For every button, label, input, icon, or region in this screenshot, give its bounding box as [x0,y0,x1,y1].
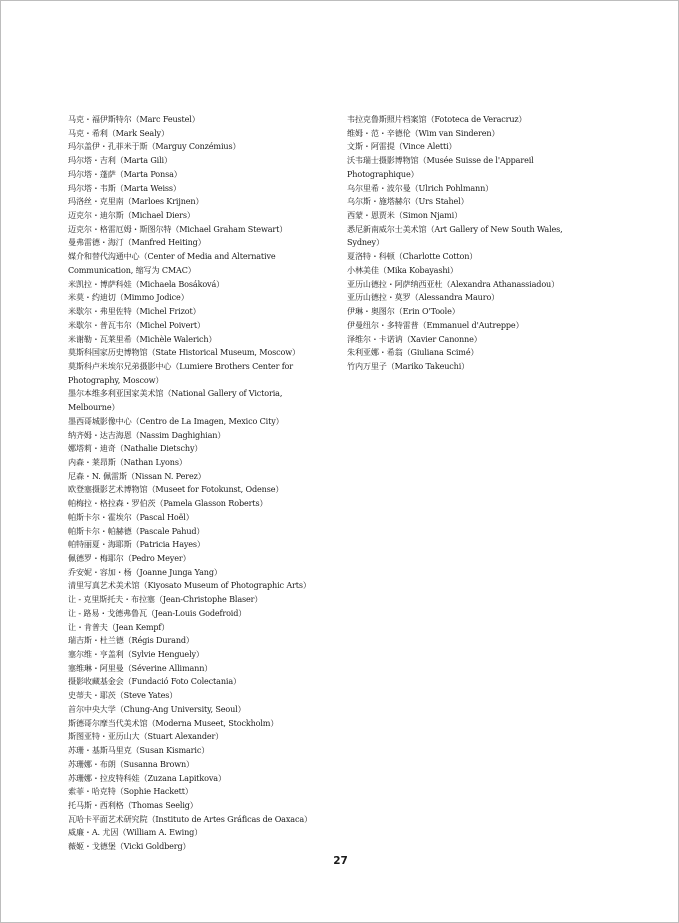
list-item: 帕特丽夏・海耶斯（Patricia Hayes） [68,539,205,550]
list-item: 米歇尔・普瓦韦尔（Michel Poivert） [68,319,205,330]
list-item: 迈克尔・格雷厄姆・斯图尔特（Michael Graham Stewart） [68,223,288,234]
list-item: 苏珊娜・布朗（Susanna Brown） [68,758,194,769]
list-item: 威廉・A. 尤因（William A. Ewing） [68,827,203,838]
list-item: 夏洛特・科顿（Charlotte Cotton） [347,251,478,262]
list-item: 斯德哥尔摩当代美术馆（Moderna Museet, Stockholm） [68,717,279,728]
list-item: 内森・莱昂斯（Nathan Lyons） [68,456,187,467]
list-item: 帕斯卡尔・霍埃尔（Pascal Hoël） [68,511,194,522]
list-item: 莫斯科卢米埃尔兄弟摄影中心（Lumiere Brothers Center for Photography, Moscow） [68,360,293,385]
list-item: 欧登塞摄影艺术博物馆（Museet for Fotokunst, Odense） [68,484,284,495]
list-item: 墨西哥城影像中心（Centro de La Imagen, Mexico City） [68,415,284,426]
list-item: 清里写真艺术美术馆（Kiyosato Museum of Photographic Arts） [68,580,311,591]
list-item: 泽维尔・卡诺讷（Xavier Canonne） [347,333,482,344]
list-item: 薇姬・戈德堡（Vicki Goldberg） [68,841,191,852]
list-item: 瓦哈卡平面艺术研究院（Instituto de Artes Gráficas de Oaxaca） [68,813,312,824]
page-number: 27 [333,855,348,867]
list-item: 沃韦瑞士摄影博物馆（Musée Suisse de l'Appareil Photographique） [347,155,534,179]
list-item: 塞维琳・阿里曼（Séverine Allimann） [68,662,213,673]
list-item: 小林美佳（Mika Kobayashi） [347,264,458,275]
list-item: 米莫・约迪切（Mimmo Jodice） [68,292,189,303]
list-item: 让 - 克里斯托夫・布拉塞（Jean-Christophe Blaser） [68,594,263,605]
list-item: 文斯・阿雷提（Vince Aletti） [347,141,457,152]
list-item: 韦拉克鲁斯照片档案馆（Fototeca de Veracruz） [347,114,527,124]
list-item: 索菲・哈克特（Sophie Hackett） [68,786,193,797]
list-item: 马克・希利（Mark Sealy） [68,127,169,138]
list-item: 米凯拉・博萨科娃（Michaela Bosáková） [68,278,225,289]
list-item: 媒介和替代沟通中心（Center of Media and Alternative Communication, 缩写为 CMAC） [68,251,276,275]
list-item: 莫斯科国家历史博物馆（State Historical Museum, Moscow） [68,347,300,358]
list-item: 米歇尔・弗里佐特（Michel Frizot） [68,306,201,317]
list-item: 伊琳・奥图尔（Erin O'Toole） [347,306,460,317]
list-item: 塞尔维・亨盖利（Sylvie Henguely） [68,649,204,660]
list-item: 曼弗雷德・海汀（Manfred Heiting） [68,237,206,248]
list-item: 尼森・N. 佩雷斯（Nissan N. Perez） [68,470,206,481]
list-item: 马克・福伊斯特尔（Marc Feustel） [68,114,200,124]
list-item: 玛洛丝・克里南（Marloes Krijnen） [68,196,204,207]
list-item: 伊曼纽尔・多特雷普（Emmanuel d'Autreppe） [347,319,524,330]
list-item: 首尔中央大学（Chung-Ang University, Seoul） [68,703,246,714]
list-item: 托马斯・西利格（Thomas Seelig） [68,799,198,810]
list-item: 玛尔盖伊・孔菲米于斯（Marguy Conzémius） [68,141,241,152]
list-item: 玛尔塔・韦斯（Marta Weiss） [68,182,181,193]
list-item: 墨尔本维多利亚国家美术馆（National Gallery of Victoria, Melbourne） [68,388,283,413]
list-item: 乔安妮・容加・杨（Joanne Junga Yang） [68,566,222,577]
list-item: 朱利亚娜・希翁（Giuliana Scimé） [347,347,479,358]
list-item: 乌尔里希・波尔曼（Ulrich Pohlmann） [347,182,494,193]
list-item: 玛尔塔・蓬萨（Marta Ponsa） [68,168,182,179]
left-column-list [68,113,330,854]
list-item: 亚历山德拉・阿萨纳西亚杜（Alexandra Athanassiadou） [347,278,560,289]
list-item: 玛尔塔・吉利（Marta Gili） [68,155,172,166]
list-item: 让・肯普夫（Jean Kempf） [68,621,170,632]
list-item: 摄影收藏基金会（Fundació Foto Colectania） [68,676,241,687]
list-item: 苏珊娜・拉皮特科娃（Zuzana Lapitkova） [68,772,226,783]
list-item: 悉尼新南威尔士美术馆（Art Gallery of New South Wales, Sydney） [347,223,563,248]
list-item: 帕斯卡尔・帕赫德（Pascale Pahud） [68,525,205,536]
list-item: 斯图亚特・亚历山大（Stuart Alexander） [68,731,224,742]
list-item: 苏珊・基斯马里克（Susan Kismaric） [68,745,210,756]
list-item: 纳齐姆・达吉海恩（Nassim Daghighian） [68,429,226,440]
list-item: 乌尔斯・施塔赫尔（Urs Stahel） [347,196,469,207]
list-item: 瑞吉斯・杜兰德（Régis Durand） [68,635,194,646]
list-item: 竹内万里子（Mariko Takeuchi） [347,360,470,371]
list-item: 帕梅拉・格拉森・罗伯茨（Pamela Glasson Roberts） [68,498,268,509]
list-item: 维姆・范・辛德伦（Wim van Sinderen） [347,127,500,138]
list-item: 娜塔莉・迪奇（Nathalie Dietschy） [68,443,203,454]
list-item: 西蒙・恩贾米（Simon Njami） [347,210,463,221]
right-column-list [347,113,592,374]
list-item: 史蒂夫・耶茨（Steve Yates） [68,690,178,701]
list-item: 亚历山德拉・莫罗（Alessandra Mauro） [347,292,500,303]
list-item: 让 - 路易・戈德弗鲁瓦（Jean-Louis Godefroid） [68,607,247,618]
list-item: 迈克尔・迪尔斯（Michael Diers） [68,210,195,221]
list-item: 米谢勒・瓦莱里希（Michèle Walerich） [68,333,217,344]
list-item: 佩德罗・梅耶尔（Pedro Meyer） [68,553,191,563]
